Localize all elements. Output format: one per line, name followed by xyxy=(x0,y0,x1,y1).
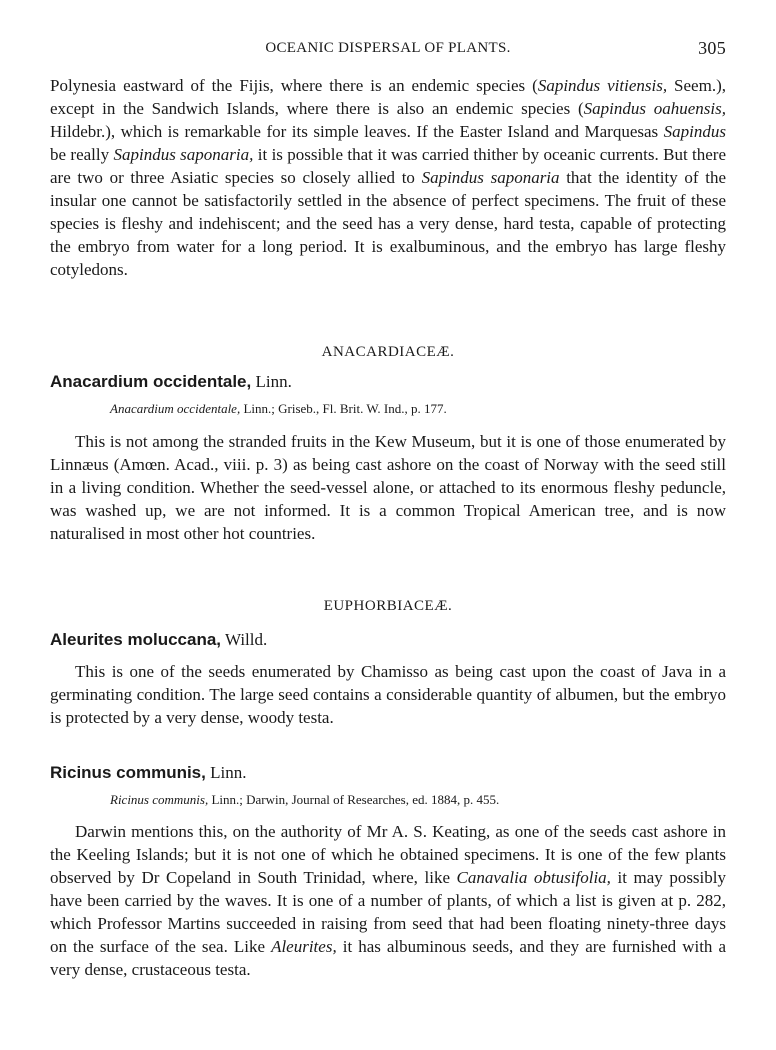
aleurites-paragraph-block xyxy=(50,660,726,729)
reference-species-name: Anacardium occidentale, xyxy=(110,401,241,416)
reference-species-name: Ricinus communis, xyxy=(110,792,209,807)
italic-species-name: Sapindus saponaria, xyxy=(113,145,254,164)
text-run: it has albuminous seeds, and they are furnished with a very dense, crustaceous testa. xyxy=(50,937,726,979)
reference-citation-anacardium xyxy=(110,401,447,417)
species-name: Anacardium occidentale, xyxy=(50,372,252,391)
ricinus-paragraph xyxy=(50,820,726,981)
italic-species-name: Sapindus oahuensis, xyxy=(583,99,726,118)
continuation-paragraph-block xyxy=(50,74,726,281)
running-header xyxy=(50,40,726,62)
species-authority: Linn. xyxy=(205,763,247,782)
continuation-paragraph xyxy=(50,74,726,281)
ricinus-paragraph-block xyxy=(50,820,726,981)
anacardium-paragraph: This is not among the stranded fruits in the Kew Museum, but it is one of those enumerated by Linnæus (Amœn. Acad., viii. p. 3) as being cast ashore on the coast of Norway with the seed still in a living condition. Whether the seed-vessel alone, or attached to its enormous fleshy peduncle, was washed up, we are not informed. It is a common Tropical American tree, and is now naturalised in most other hot countries. xyxy=(50,432,726,543)
species-heading-anacardium xyxy=(50,372,292,392)
page-number: 305 xyxy=(698,38,726,58)
italic-species-name: Canavalia obtusifolia, xyxy=(456,868,611,887)
text-run: Polynesia eastward of the Fijis, where there is an endemic species ( xyxy=(50,76,538,95)
italic-species-name: Sapindus xyxy=(663,122,726,141)
reference-citation-ricinus xyxy=(110,792,499,808)
species-authority: Linn. xyxy=(251,372,292,391)
text-run: be really xyxy=(50,145,114,164)
species-authority: Willd. xyxy=(221,630,268,649)
family-heading-euphorbiaceae: EUPHORBIACEÆ. xyxy=(323,598,453,614)
italic-species-name: Sapindus vitiensis, xyxy=(537,76,668,95)
aleurites-paragraph: This is one of the seeds enumerated by Chamisso as being cast upon the coast of Java in a germinating condition. The large seed contains a considerable quantity of albumen, but the embryo is protected by a very dense, woody testa. xyxy=(50,662,726,727)
text-run: it may possibly have been carried by the waves. It is one of a number of plants, of which a list is given at p. 282, which Professor Martins succeeded in raising from seed that had been floating ninety-three days on the surface of the sea. Like xyxy=(50,868,726,956)
running-title: OCEANIC DISPERSAL OF PLANTS. xyxy=(265,40,511,56)
reference-text: Linn.; Darwin, Journal of Researches, ed. 1884, p. 455. xyxy=(208,792,500,807)
species-heading-ricinus xyxy=(50,763,246,783)
species-heading-aleurites xyxy=(50,630,267,650)
text-run: Hildebr.), which is remarkable for its simple leaves. If the Easter Island and Marquesas xyxy=(50,122,664,141)
text-run: that the identity of the insular one cannot be satisfactorily settled in the absence of perfect specimens. The fruit of these species is fleshy and indehiscent; and the seed has a very dense, hard testa, capable of protecting the embryo from water for a long period. It is exalbuminous, and the embryo has large fleshy cotyledons. xyxy=(50,168,726,279)
text-run: Seem.), except in the Sandwich Islands, where there is also an endemic species ( xyxy=(50,76,726,118)
text-run: it is possible that it was carried thither by oceanic currents. But there are two or three Asiatic species so closely allied to xyxy=(50,145,727,187)
italic-species-name: Aleurites, xyxy=(271,937,337,956)
species-name: Aleurites moluccana, xyxy=(50,630,222,649)
species-name: Ricinus communis, xyxy=(50,763,206,782)
family-heading-anacardiaceae: ANACARDIACEÆ. xyxy=(321,344,455,360)
text-run: Darwin mentions this, on the authority of Mr A. S. Keating, as one of the seeds cast ashore in the Keeling Islands; but it is not one of which he obtained specimens. It is one of the few plants observed by Dr Copeland in South Trinidad, where, like xyxy=(50,822,726,887)
italic-species-name: Sapindus saponaria xyxy=(421,168,560,187)
anacardium-paragraph-block xyxy=(50,430,726,545)
reference-text: Linn.; Griseb., Fl. Brit. W. Ind., p. 177. xyxy=(240,401,447,416)
